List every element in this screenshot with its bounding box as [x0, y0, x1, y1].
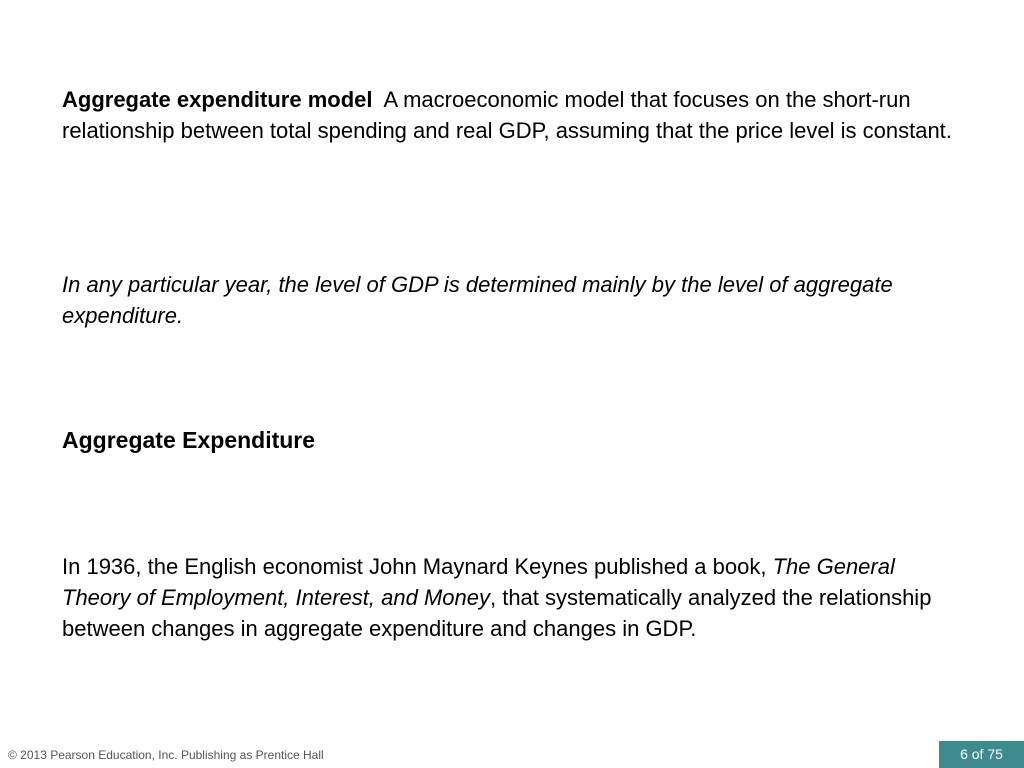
keynes-text-before: In 1936, the English economist John Maynard Keynes published a book, — [62, 554, 773, 579]
keynes-paragraph — [62, 551, 962, 644]
section-heading: Aggregate Expenditure — [62, 427, 316, 453]
definition-paragraph — [62, 84, 962, 146]
note-paragraph: In any particular year, the level of GDP is determined mainly by the level of aggregate expenditure. — [62, 272, 893, 328]
copyright-footer: © 2013 Pearson Education, Inc. Publishing as Prentice Hall — [8, 748, 324, 762]
definition-term: Aggregate expenditure model — [62, 87, 373, 112]
page-indicator: 6 of 75 — [939, 741, 1024, 768]
keynes-text-after: , that systematically analyzed the relationship between changes in aggregate expenditure and changes in GDP. — [62, 585, 932, 641]
definition-text: A macroeconomic model that focuses on the short-run relationship between total spending and real GDP, assuming that the price level is constant. — [62, 87, 952, 143]
book-title: The General Theory of Employment, Interest, and Money — [62, 554, 895, 610]
